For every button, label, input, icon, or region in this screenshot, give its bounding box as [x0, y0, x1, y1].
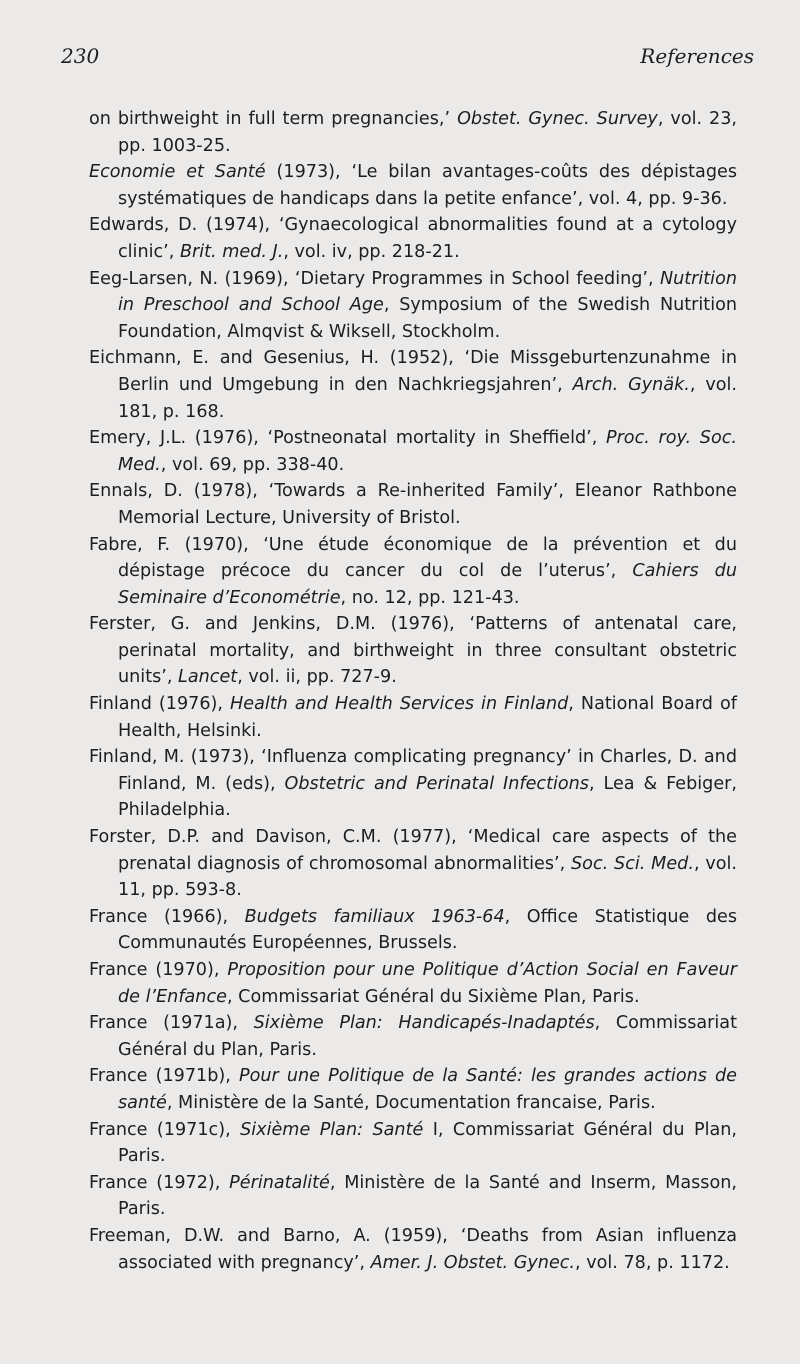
reference-text: , vol. 23, pp. 1003-25.	[118, 109, 737, 156]
reference-text: I, Commissariat Général du Plan, Paris.	[118, 1119, 737, 1167]
reference-text: on birthweight in full term pregnancies,’	[89, 109, 458, 129]
reference-source-title: Nutrition in Preschool and School Age	[118, 268, 737, 316]
reference-source-title: Budgets familiaux 1963-64	[244, 906, 505, 927]
reference-text: France (1970),	[89, 960, 228, 980]
running-header	[61, 44, 754, 78]
reference-source-title: Health and Health Services in Finland	[230, 694, 569, 715]
reference-entry	[89, 611, 737, 691]
section-title: References	[640, 44, 754, 68]
reference-text: , Commissariat Général du Sixième Plan, Paris.	[226, 986, 640, 1007]
page-number: 230	[61, 44, 100, 68]
reference-source-title: Amer. J. Obstet. Gynec.	[370, 1252, 576, 1273]
reference-entry	[89, 1117, 737, 1170]
reference-entry	[89, 532, 737, 612]
reference-text: , Lea & Febiger, Philadelphia.	[118, 773, 737, 821]
reference-list	[89, 106, 737, 1276]
reference-source-title: Obstetric and Perinatal Infections	[284, 773, 589, 794]
reference-text: France (1971a),	[89, 1013, 254, 1034]
reference-text: , National Board of Health, Helsinki.	[118, 694, 737, 741]
reference-text: Freeman, D.W. and Barno, A. (1959), ‘Deaths from Asian influenza associated with pregnancy’,	[89, 1225, 737, 1273]
reference-source-title: Brit. med. J.	[179, 241, 284, 262]
reference-source-title: Périnatalité	[229, 1172, 330, 1193]
reference-text: Eeg-Larsen, N. (1969), ‘Dietary Programmes in School feeding’,	[89, 268, 660, 289]
reference-source-title: Proc. roy. Soc. Med.	[118, 428, 737, 475]
reference-text: Ferster, G. and Jenkins, D.M. (1976), ‘Patterns of antenatal care, perinatal mortality, and birthweight in three consultant obstetric units’,	[89, 614, 737, 688]
reference-text: France (1966),	[89, 906, 245, 927]
reference-source-title: Soc. Sci. Med.	[571, 853, 694, 874]
reference-text: Edwards, D. (1974), ‘Gynaecological abnormalities found at a cytology clinic’,	[89, 215, 737, 262]
reference-source-title: Cahiers du Seminaire d’Econométrie	[118, 561, 737, 608]
reference-text: Finland, M. (1973), ‘Influenza complicating pregnancy’ in Charles, D. and Finland, M. (eds),	[89, 747, 737, 794]
reference-entry	[89, 824, 737, 904]
reference-text: , vol. iv, pp. 218-21.	[283, 241, 460, 262]
reference-text: France (1971b),	[89, 1066, 239, 1087]
reference-text: , no. 12, pp. 121-43.	[340, 587, 520, 608]
reference-text: Emery, J.L. (1976), ‘Postneonatal mortality in Sheffield’,	[89, 428, 606, 449]
reference-entry	[89, 1170, 737, 1223]
reference-text: (1973), ‘Le bilan avantages-coûts des dépistages systématiques de handicaps dans la petite enfance’, vol. 4, pp. 9-36.	[118, 162, 737, 209]
reference-source-title: Pour une Politique de la Santé: les grandes actions de santé	[118, 1066, 737, 1113]
reference-source-title: Sixième Plan: Handicapés-Inadaptés	[253, 1013, 595, 1034]
reference-text: , Symposium of the Swedish Nutrition Foundation, Almqvist & Wiksell, Stockholm.	[118, 295, 737, 342]
reference-entry	[89, 957, 737, 1010]
reference-source-title: Sixième Plan: Santé	[240, 1119, 424, 1140]
reference-entry	[89, 266, 737, 346]
reference-entry	[89, 425, 737, 478]
reference-text: , vol. 11, pp. 593-8.	[118, 853, 737, 901]
reference-text: France (1972),	[89, 1172, 230, 1193]
reference-text: Forster, D.P. and Davison, C.M. (1977), ‘Medical care aspects of the prenatal diagnosis of chromosomal abnormalities’,	[89, 827, 737, 874]
reference-entry	[89, 478, 737, 531]
reference-source-title: Arch. Gynäk.	[572, 374, 690, 395]
reference-entry	[89, 1010, 737, 1063]
reference-text: France (1971c),	[89, 1119, 241, 1140]
reference-entry	[89, 1223, 737, 1276]
reference-text: , Commissariat Général du Plan, Paris.	[118, 1013, 737, 1060]
reference-text: , Office Statistique des Communautés Européennes, Brussels.	[118, 906, 737, 954]
reference-entry	[89, 106, 737, 159]
reference-text: , vol. 78, p. 1172.	[575, 1252, 730, 1273]
reference-source-title: Obstet. Gynec. Survey	[457, 109, 658, 129]
reference-text: Finland (1976),	[89, 694, 231, 715]
reference-source-title: Economie et Santé	[89, 162, 266, 183]
reference-entry	[89, 904, 737, 957]
reference-text: , vol. ii, pp. 727-9.	[237, 667, 397, 688]
reference-text: , Ministère de la Santé, Documentation francaise, Paris.	[166, 1092, 656, 1113]
reference-text: Eichmann, E. and Gesenius, H. (1952), ‘Die Missgeburtenzunahme in Berlin und Umgebung in den Nachkriegsjahren’,	[89, 348, 737, 395]
reference-text: , vol. 69, pp. 338-40.	[160, 454, 345, 475]
reference-text: , vol. 181, p. 168.	[118, 374, 738, 422]
reference-entry	[89, 744, 737, 824]
reference-entry	[89, 212, 737, 265]
reference-source-title: Lancet	[178, 667, 238, 688]
reference-entry	[89, 345, 737, 425]
reference-text: Ennals, D. (1978), ‘Towards a Re-inherited Family’, Eleanor Rathbone Memorial Lecture, University of Bristol.	[89, 481, 737, 528]
reference-text: Fabre, F. (1970), ‘Une étude économique de la prévention et du dépistage précoce du cancer du col de l’uterus’,	[89, 534, 737, 582]
reference-source-title: Proposition pour une Politique d’Action Social en Faveur de l’Enfance	[118, 960, 737, 1007]
reference-entry	[89, 1063, 737, 1116]
reference-entry	[89, 691, 737, 744]
reference-entry	[89, 159, 737, 212]
reference-text: , Ministère de la Santé and Inserm, Masson, Paris.	[118, 1172, 737, 1220]
